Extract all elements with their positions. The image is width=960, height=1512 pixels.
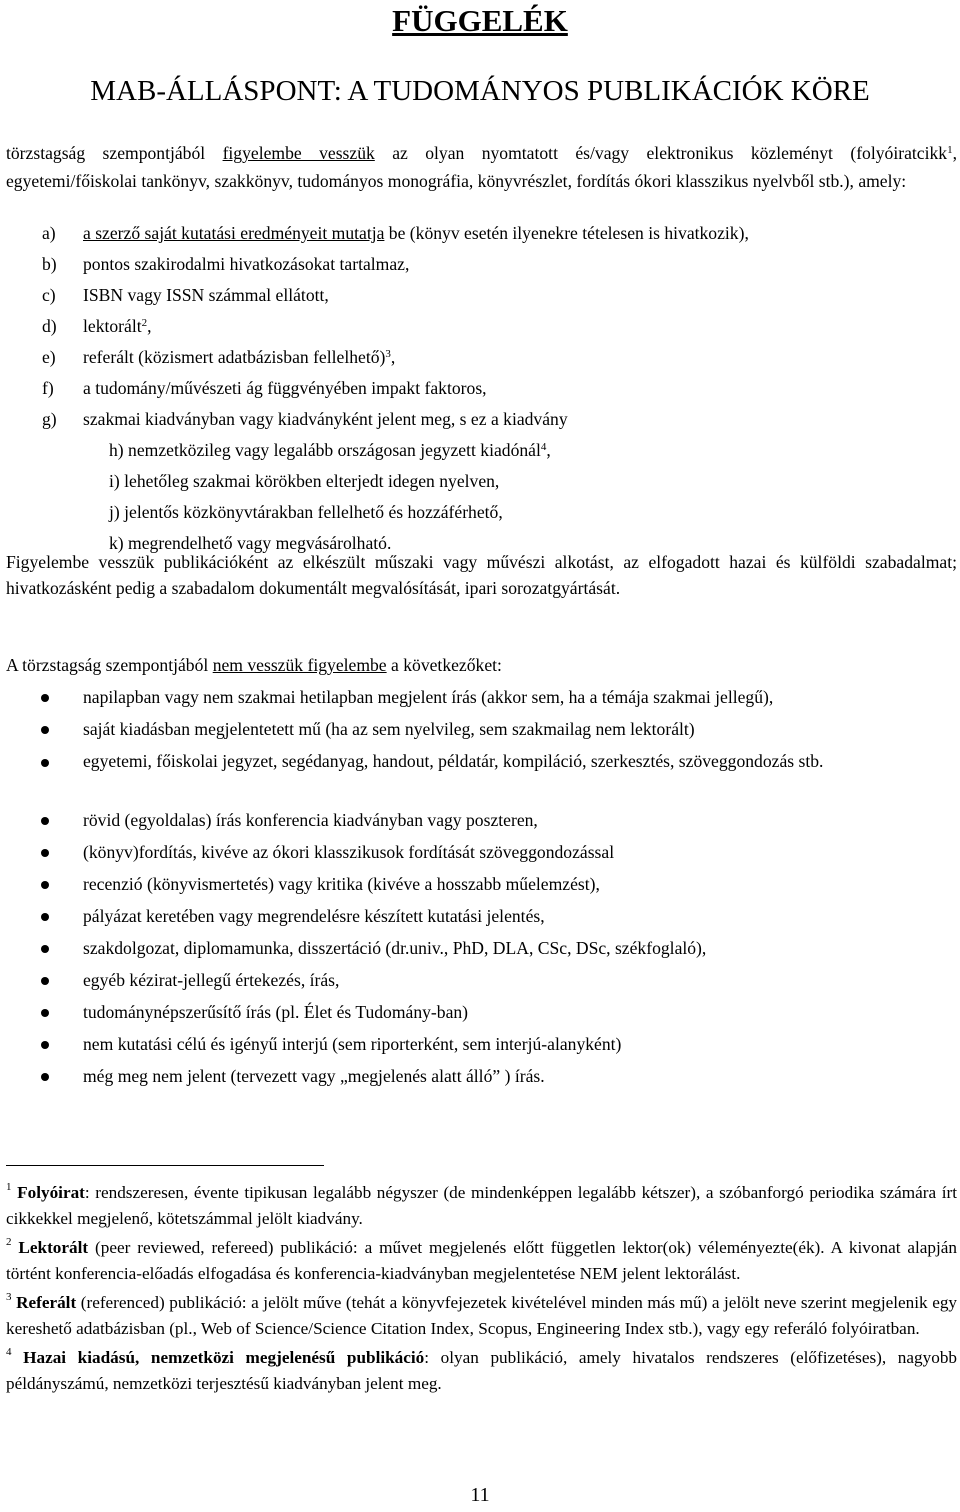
subcriteria-punct: , [546,440,551,460]
criteria-text: lektorált [83,316,142,336]
bullet-icon [41,945,49,953]
bullet-icon [41,913,49,921]
list-item-text: (könyv)fordítás, kivéve az ókori klasszikusok fordítását szöveggondozással [83,842,615,862]
criteria-text: pontos szakirodalmi hivatkozásokat tartalmaz, [83,254,410,274]
bullet-icon [41,817,49,825]
criteria-text: ISBN vagy ISSN számmal ellátott, [83,285,329,305]
footnote-term: Hazai kiadású, nemzetközi megjelenésű publikáció [23,1348,425,1367]
page-subtitle: MAB-ÁLLÁSPONT: A TUDOMÁNYOS PUBLIKÁCIÓK KÖRE [90,75,870,107]
subcriteria-text: k) megrendelhető vagy megvásárolható. [109,533,392,553]
criteria-underlined: a szerző saját kutatási eredményeit mutatja [83,223,385,243]
subcriteria-text: h) nemzetközileg vagy legalább országosan jegyzett kiadónál [109,440,541,460]
list-item-text: tudománynépszerűsítő írás (pl. Élet és Tudomány-ban) [83,1002,469,1022]
list-item-text: recenzió (könyvismertetés) vagy kritika (kivéve a hosszabb műelemzést), [83,874,600,894]
footnote-3 [6,1290,957,1341]
bullet-icon [41,1073,49,1081]
inclusion-paragraph: Figyelembe vesszük publikációként az elkészült műszaki vagy művészi alkotást, az elfogadott hazai és külföldi szabadalmat; hivatkozásként pedig a szabadalom dokumentált megvalósítását, ipari sorozatgyártását. [6,552,957,598]
footnote-ref-2[interactable]: 2 [141,317,148,329]
footnote-number: 1 [6,1181,12,1193]
page-title: FÜGGELÉK [392,3,568,38]
footnote-term: Folyóirat [17,1183,85,1202]
footnote-term: Referált [16,1293,77,1312]
criteria-label: f) [42,378,54,398]
criteria-text: be (könyv esetén ilyenekre tételesen is hivatkozik), [384,223,749,243]
footnotes [6,1180,957,1396]
list-item-text: egyéb kézirat-jellegű értekezés, írás, [83,970,340,990]
subcriteria-text: j) jelentős közkönyvtárakban fellelhető és hozzáférhető, [109,502,503,522]
bullet-icon [41,726,49,734]
footnote-1 [6,1180,957,1231]
exclusion-intro-tail: a következőket: [386,655,502,675]
bullet-icon [41,849,49,857]
list-item-text: pályázat keretében vagy megrendelésre készített kutatási jelentés, [83,906,545,926]
criteria-label: a) [42,223,56,243]
list-item-text: még meg nem jelent (tervezett vagy „megjelenés alatt álló” ) írás. [83,1066,545,1086]
criteria-text: a tudomány/művészeti ág függvényében impakt faktoros, [83,378,487,398]
footnote-text: : rendszeresen, évente tipikusan legalább négyszer (de mindenképpen legalább kétszer), a szóbanforgó periodika számára írt cikkekkel megjelenő, kötetszámmal jelölt kiadvány. [6,1183,958,1228]
exclusion-intro [6,652,957,678]
exclusion-underlined: nem vesszük figyelembe [212,655,387,675]
criteria-label: g) [42,409,57,429]
footnote-text: (peer reviewed, refereed) publikáció: a művet megjelenés előtt független lektor(ok) véleményezte(ék). A kivonat alapján történt konferencia-előadás elfogadása és konferencia-kiadványban megjelentetése NEM jelent lektorálást. [6,1238,958,1283]
list-item-text: egyetemi, főiskolai jegyzet, segédanyag, handout, példatár, kompiláció, szerkesztés, szöveggondozás stb. [83,751,824,771]
intro-underlined: figyelembe vesszük [222,143,375,163]
intro-paragraph [6,140,957,195]
intro-text-2: az olyan nyomtatott és/vagy elektronikus közleményt (folyóiratcikk [374,143,948,163]
exclusion-intro-text: A törzstagság szempontjából [6,655,213,675]
footnote-ref-4[interactable]: 4 [540,441,547,453]
list-item-text: szakdolgozat, diplomamunka, disszertáció (dr.univ., PhD, DLA, CSc, DSc, székfoglaló), [83,938,707,958]
list-item-text: rövid (egyoldalas) írás konferencia kiadványban vagy poszteren, [83,810,538,830]
page-number: 11 [470,1484,490,1506]
footnote-text: : olyan publikáció, amely hivatalos rendszeres (előfizetéses), nagyobb példányszámú, nemzetközi terjesztésű kiadványban jelent meg. [6,1348,958,1393]
criteria-label: d) [42,316,57,336]
criteria-punct: , [147,316,152,336]
criteria-label: b) [42,254,57,274]
intro-text-3: , egyetemi/főiskolai tankönyv, szakkönyv, tudományos monográfia, könyvrészlet, fordítás ókori klasszikus nyelvből stb.), amely: [6,143,957,191]
footnote-number: 2 [6,1236,12,1248]
bullet-icon [41,881,49,889]
footnote-number: 4 [6,1346,12,1358]
footnote-number: 3 [6,1291,12,1303]
footnote-text: (referenced) publikáció: a jelölt műve (tehát a könyvfejezetek kivételével minden más mű) a jelölt neve szerint megjelenik egy kereshető adatbázisban (pl., Web of Science/Science Citation Index, Scopus, Engineering Index stb.), vagy egy referáló folyóiratban. [6,1293,958,1338]
bullet-icon [41,759,49,767]
subcriteria-text: i) lehetőleg szakmai körökben elterjedt idegen nyelven, [109,471,500,491]
footnote-4 [6,1345,957,1396]
criteria-text: szakmai kiadványban vagy kiadványként jelent meg, s ez a kiadvány [83,409,568,429]
bullet-icon [41,1041,49,1049]
criteria-label: e) [42,347,56,367]
intro-text-1: törzstagság szempontjából [6,143,223,163]
list-item-text: napilapban vagy nem szakmai hetilapban megjelent írás (akkor sem, ha a témája szakmai jellegű), [83,687,774,707]
criteria-text: referált (közismert adatbázisban fellelhető) [83,347,386,367]
footnote-ref-1[interactable]: 1 [947,144,953,156]
criteria-label: c) [42,285,56,305]
footnote-divider [6,1165,324,1166]
bullet-icon [41,1009,49,1017]
list-item-text: saját kiadásban megjelentetett mű (ha az sem nyelvileg, sem szakmailag nem lektorált) [83,719,695,739]
bullet-icon [41,694,49,702]
footnote-term: Lektorált [18,1238,89,1257]
footnote-2 [6,1235,957,1286]
list-item-text: nem kutatási célú és igényű interjú (sem riporterként, sem interjú-alanyként) [83,1034,622,1054]
bullet-icon [41,977,49,985]
footnote-ref-3[interactable]: 3 [385,348,391,360]
criteria-punct: , [390,347,396,367]
